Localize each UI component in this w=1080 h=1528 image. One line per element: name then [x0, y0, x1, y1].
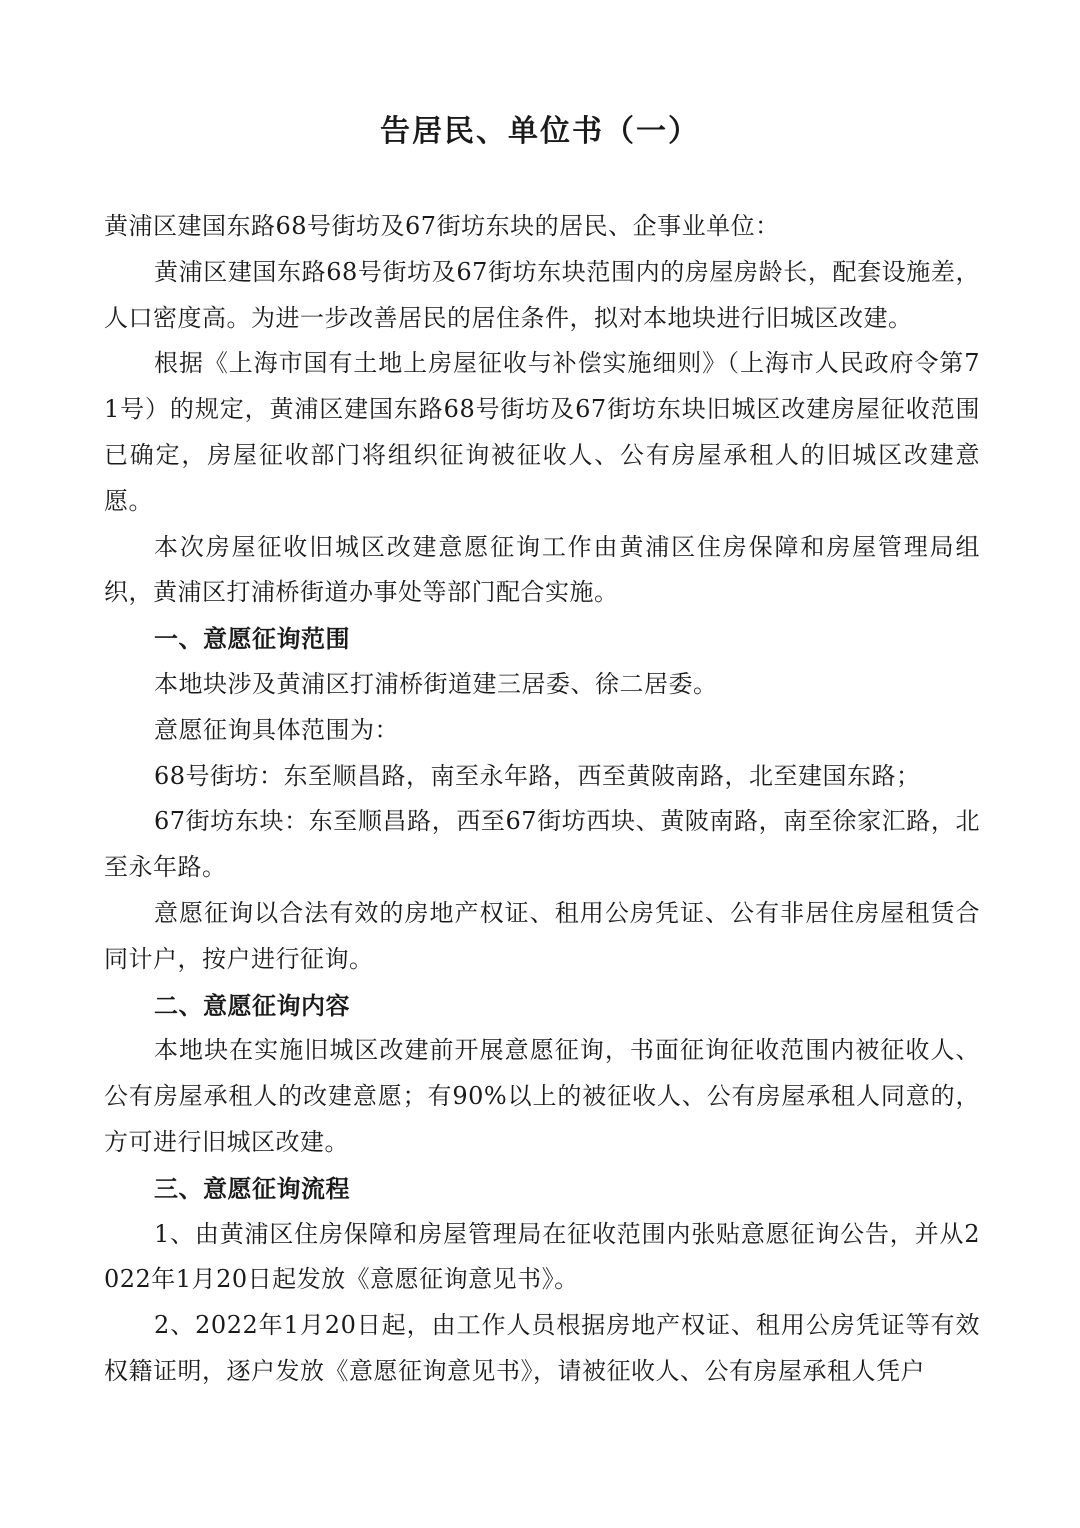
document-title: 告居民、单位书（一） — [380, 114, 700, 149]
section-heading-content: 二、意愿征询内容 — [154, 990, 350, 1020]
section-paragraph: 2、2022年1月20日起，由工作人员根据房地产权证、租用公房凭证等有效权籍证明，逐户发放《意愿征询意见书》，请被征收人、公有房屋承租人凭户 — [104, 1311, 980, 1385]
section-paragraph: 意愿征询具体范围为： — [154, 715, 399, 744]
section-heading-process: 三、意愿征询流程 — [154, 1173, 350, 1203]
section-paragraph: 本地块在实施旧城区改建前开展意愿征询，书面征询征收范围内被征收人、公有房屋承租人的改建意愿；有90%以上的被征收人、公有房屋承租人同意的，方可进行旧城区改建。 — [104, 1036, 980, 1156]
salutation: 黄浦区建国东路68号街坊及67街坊东块的居民、企事业单位： — [104, 212, 780, 240]
section-paragraph: 68号街坊：东至顺昌路，南至永年路，西至黄陂南路，北至建国东路； — [154, 761, 921, 790]
intro-paragraph: 本次房屋征收旧城区改建意愿征询工作由黄浦区住房保障和房屋管理局组织，黄浦区打浦桥街道办事处等部门配合实施。 — [104, 532, 980, 607]
intro-paragraph: 黄浦区建国东路68号街坊及67街坊东块范围内的房屋房龄长，配套设施差，人口密度高。为进一步改善居民的居住条件，拟对本地块进行旧城区改建。 — [104, 257, 980, 332]
intro-paragraph: 根据《上海市国有土地上房屋征收与补偿实施细则》（上海市人民政府令第71号）的规定，黄浦区建国东路68号街坊及67街坊东块旧城区改建房屋征收范围已确定，房屋征收部门将组织征询被征收人、公有房屋承租人的旧城区改建意愿。 — [104, 349, 980, 515]
section-paragraph: 67街坊东块：东至顺昌路，西至67街坊西块、黄陂南路，南至徐家汇路，北至永年路。 — [104, 807, 980, 882]
section-paragraph: 1、由黄浦区住房保障和房屋管理局在征收范围内张贴意愿征询公告，并从2022年1月20日起发放《意愿征询意见书》。 — [104, 1219, 980, 1294]
section-heading-scope: 一、意愿征询范围 — [154, 624, 350, 654]
section-paragraph: 意愿征询以合法有效的房地产权证、租用公房凭证、公有非居住房屋租赁合同计户，按户进行征询。 — [104, 898, 980, 973]
section-paragraph: 本地块涉及黄浦区打浦桥街道建三居委、徐二居委。 — [154, 669, 718, 698]
document-body — [104, 204, 980, 1395]
